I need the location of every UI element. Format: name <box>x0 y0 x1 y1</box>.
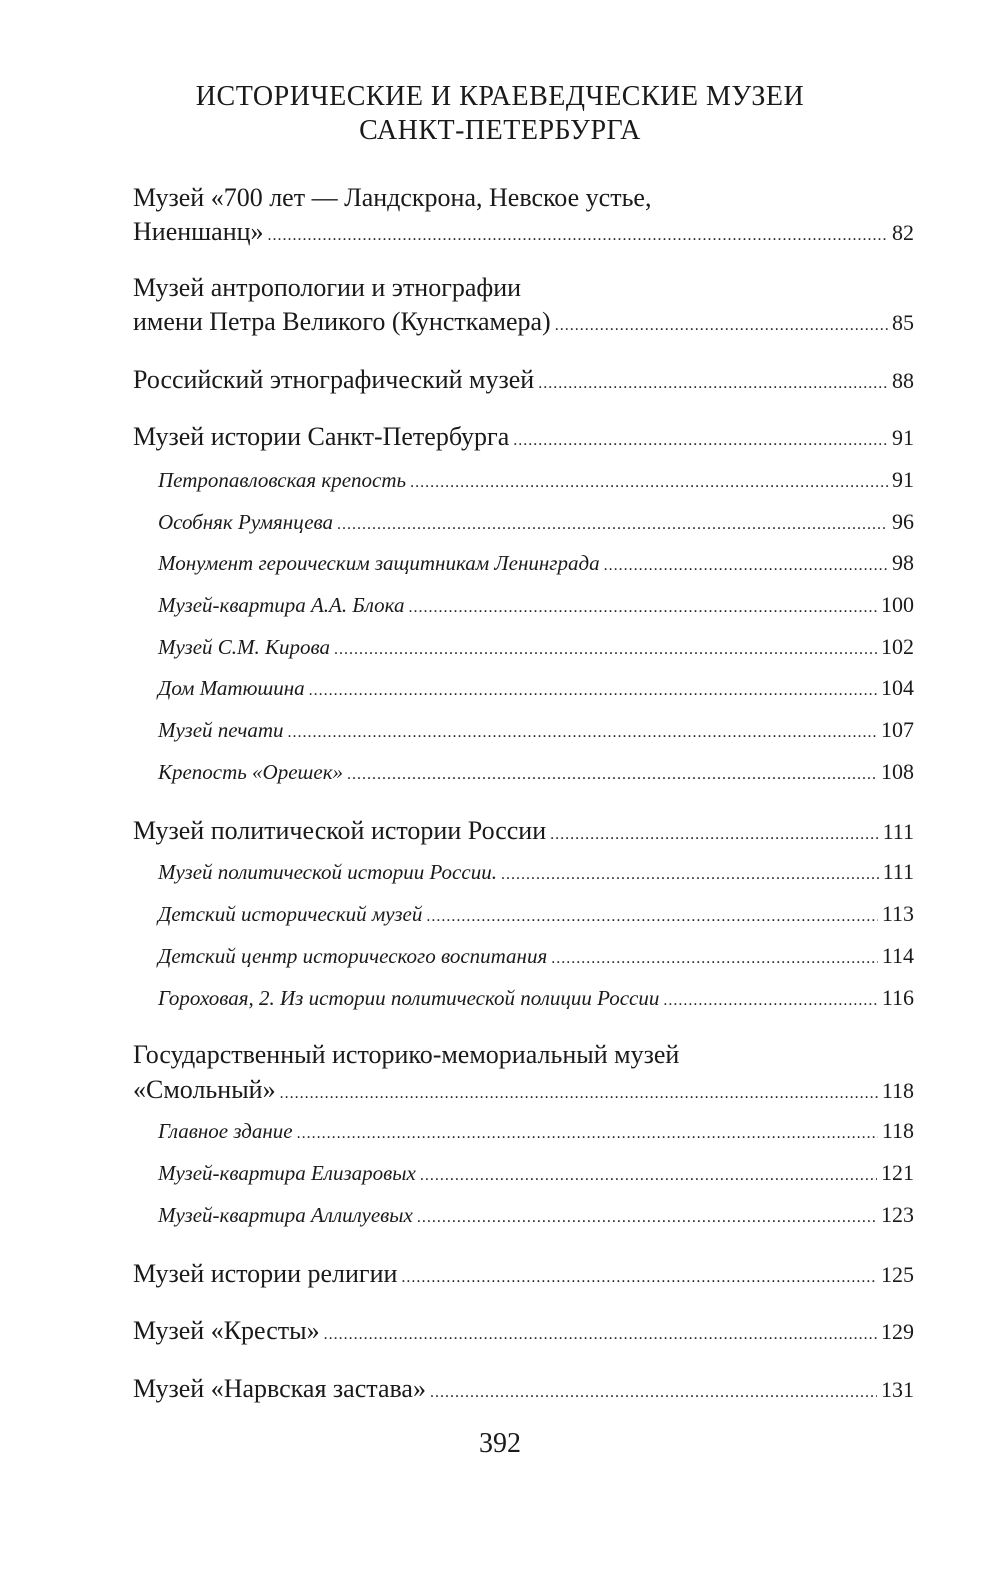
dot-leader <box>501 860 879 890</box>
toc-page-number: 111 <box>882 859 914 884</box>
toc-subentry <box>158 673 914 703</box>
toc-page-number: 98 <box>892 550 914 575</box>
dot-leader <box>324 1318 877 1352</box>
dot-leader <box>401 1261 877 1295</box>
toc-entry <box>133 814 914 848</box>
dot-leader <box>309 676 877 706</box>
toc-page-number: 91 <box>892 467 914 492</box>
section-heading-line1: ИСТОРИЧЕСКИЕ И КРАЕВЕДЧЕСКИЕ МУЗЕИ <box>195 81 805 112</box>
toc-page-number: 111 <box>882 819 914 844</box>
toc-page-number: 131 <box>881 1377 914 1402</box>
dot-leader <box>288 718 877 748</box>
toc-subentry <box>158 465 914 495</box>
toc-entry-title: Ниеншанц» <box>133 217 264 246</box>
toc-entry-title: Музей истории религии <box>133 1259 398 1288</box>
toc-subentry <box>158 1158 914 1188</box>
toc-page-number: 107 <box>881 717 914 742</box>
dot-leader <box>513 424 888 458</box>
toc-subentry-title: Детский центр исторического воспитания <box>158 944 548 968</box>
toc-entry-title: имени Петра Великого (Кунсткамера) <box>133 307 551 336</box>
dot-leader <box>555 309 888 343</box>
toc-entry-title: Музей «Кресты» <box>133 1316 320 1345</box>
toc-entry <box>133 215 914 249</box>
dot-leader <box>297 1119 878 1149</box>
toc-page-number: 104 <box>881 675 914 700</box>
toc-subentry-title: Музей С.М. Кирова <box>158 635 330 659</box>
toc-entry-title-line1 <box>133 1038 914 1072</box>
section-heading-line2: САНКТ-ПЕТЕРБУРГА <box>359 115 641 146</box>
toc-page-number: 88 <box>892 368 914 393</box>
toc-page-number: 118 <box>881 1118 914 1143</box>
toc-subentry <box>158 507 914 537</box>
dot-leader <box>334 635 877 665</box>
toc-page-number: 116 <box>881 985 914 1010</box>
dot-leader <box>538 367 888 401</box>
dot-leader <box>417 1203 877 1233</box>
toc-entry-title: Музей политической истории России <box>133 816 547 845</box>
toc-entry-title: Государственный историко-мемориальный музей <box>133 1040 680 1069</box>
toc-entry <box>133 1314 914 1348</box>
toc-page-number: 121 <box>881 1160 914 1185</box>
toc-entry-title: Российский этнографический музей <box>133 365 535 394</box>
toc-subentry-title: Музей-квартира А.А. Блока <box>158 593 405 617</box>
toc-subentry <box>158 632 914 662</box>
toc-subentry-title: Музей-квартира Елизаровых <box>158 1161 416 1185</box>
toc-subentry-title: Дом Матюшина <box>158 676 305 700</box>
dot-leader <box>408 593 877 623</box>
toc-entry-title-line1 <box>133 271 914 305</box>
toc-subentry-title: Петропавловская крепость <box>158 468 407 492</box>
toc-subentry <box>158 1116 914 1146</box>
dot-leader <box>347 760 877 790</box>
toc-page-number: 123 <box>881 1202 914 1227</box>
dot-leader <box>604 551 888 581</box>
toc-entry-title-line1 <box>133 181 914 215</box>
dot-leader <box>663 986 877 1016</box>
dot-leader <box>337 510 888 540</box>
toc-subentry <box>158 899 914 929</box>
toc-entry-title: «Смольный» <box>133 1075 276 1104</box>
toc-subentry-title: Музей печати <box>158 718 284 742</box>
toc-subentry-title: Музей политической истории России. <box>158 860 497 884</box>
toc-subentry-title: Детский исторический музей <box>158 902 423 926</box>
toc-subentry <box>158 941 914 971</box>
dot-leader <box>268 219 888 253</box>
dot-leader <box>550 818 878 852</box>
toc-entry-title: Музей антропологии и этнографии <box>133 273 522 302</box>
toc-subentry-title: Музей-квартира Аллилуевых <box>158 1203 413 1227</box>
toc-subentry <box>158 757 914 787</box>
toc-page-number: 82 <box>892 220 914 245</box>
toc-entry <box>133 363 914 397</box>
toc-subentry <box>158 715 914 745</box>
toc-subentry-title: Гороховая, 2. Из истории политической полиции России <box>158 986 660 1010</box>
toc-page-number: 108 <box>881 759 914 784</box>
toc-page-number: 125 <box>881 1262 914 1287</box>
toc-entry <box>133 1073 914 1107</box>
dot-leader <box>410 468 888 498</box>
toc-page-number: 102 <box>881 634 914 659</box>
toc-page-number: 91 <box>892 425 914 450</box>
dot-leader <box>426 902 877 932</box>
toc-subentry <box>158 590 914 620</box>
toc-page-number: 114 <box>881 943 914 968</box>
page-number-footer: 392 <box>479 1428 521 1459</box>
toc-page-number: 85 <box>892 310 914 335</box>
toc-subentry <box>158 857 914 887</box>
toc-subentry-title: Главное здание <box>158 1119 293 1143</box>
toc-subentry-title: Крепость «Орешек» <box>158 760 344 784</box>
toc-entry <box>133 305 914 339</box>
dot-leader <box>420 1161 877 1191</box>
toc-subentry <box>158 548 914 578</box>
toc-page-number: 113 <box>881 901 914 926</box>
toc-subentry-title: Монумент героическим защитникам Ленинграда <box>158 551 600 575</box>
dot-leader <box>280 1077 878 1111</box>
toc-subentry-title: Особняк Румянцева <box>158 510 334 534</box>
toc-entry-title: Музей «700 лет — Ландскрона, Невское устье, <box>133 183 652 212</box>
toc-entry <box>133 1257 914 1291</box>
toc-page-number: 118 <box>881 1078 914 1103</box>
dot-leader <box>430 1376 877 1410</box>
toc-subentry <box>158 1200 914 1230</box>
dot-leader <box>551 944 878 974</box>
toc-entry-title: Музей «Нарвская застава» <box>133 1374 426 1403</box>
toc-subentry <box>158 983 914 1013</box>
toc-page-number: 100 <box>881 592 914 617</box>
toc-page-number: 129 <box>881 1319 914 1344</box>
toc-entry <box>133 420 914 454</box>
toc-entry-title: Музей истории Санкт-Петербурга <box>133 422 510 451</box>
toc-entry <box>133 1372 914 1406</box>
toc-page-number: 96 <box>892 509 914 534</box>
